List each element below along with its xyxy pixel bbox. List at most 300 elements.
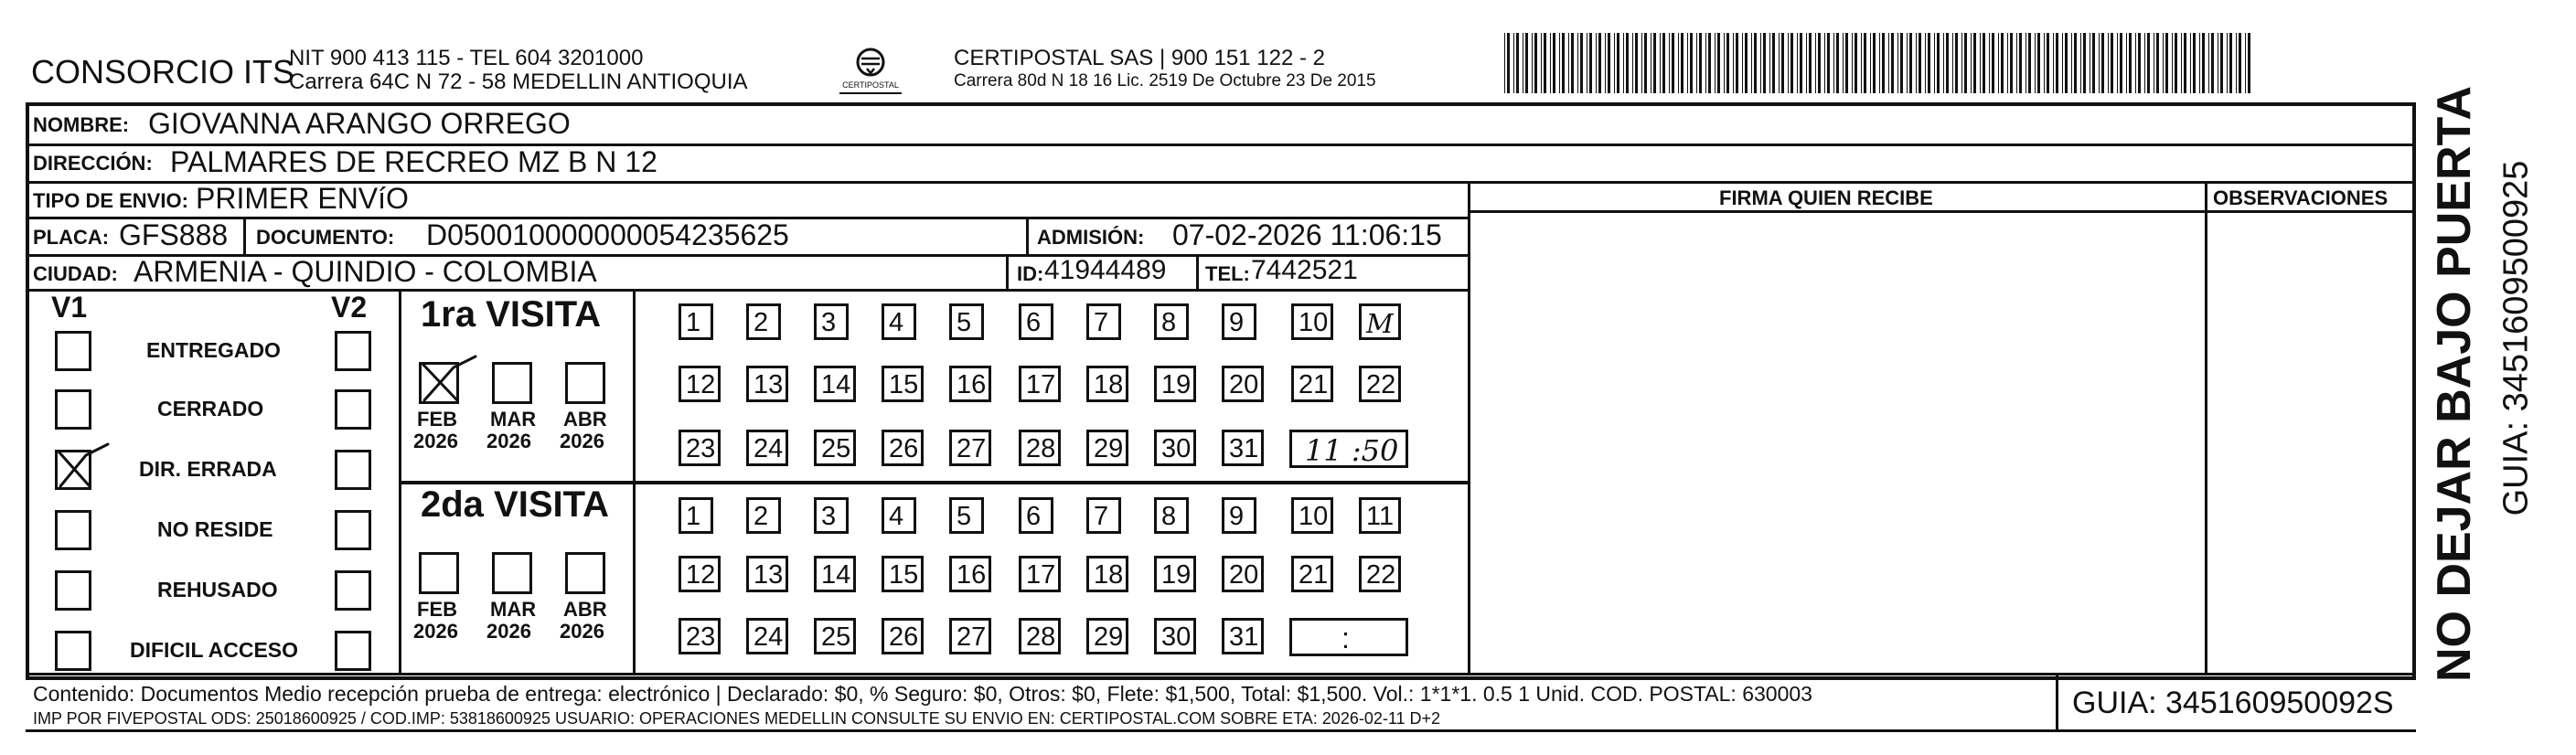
day-number: 21 bbox=[1299, 370, 1329, 399]
day-number: 22 bbox=[1366, 560, 1396, 590]
year-label: 2026 bbox=[560, 430, 604, 452]
day-number: 25 bbox=[821, 622, 851, 652]
footer-guia: GUIA: 345160950092S bbox=[2072, 686, 2394, 720]
col-divider bbox=[1026, 217, 1029, 256]
day-box[interactable] bbox=[1086, 303, 1121, 340]
day-box[interactable] bbox=[882, 497, 916, 534]
day-number: 5 bbox=[957, 502, 972, 531]
day-number: 4 bbox=[889, 308, 904, 337]
status-label: DIR. ERRADA bbox=[139, 457, 277, 481]
day-number: 6 bbox=[1026, 502, 1042, 531]
day-box[interactable] bbox=[1154, 497, 1189, 534]
day-box[interactable] bbox=[1291, 366, 1333, 402]
barcode-bar bbox=[2044, 33, 2045, 93]
barcode-bar bbox=[1662, 33, 1665, 93]
day-number: 17 bbox=[1026, 560, 1056, 590]
first-visit-title: 1ra VISITA bbox=[421, 294, 602, 335]
day-number: 30 bbox=[1161, 622, 1192, 652]
day-number: 10 bbox=[1299, 308, 1329, 337]
day-number: M bbox=[1366, 308, 1394, 339]
footer-guia-divider bbox=[2056, 673, 2058, 731]
status-v1-checkbox[interactable] bbox=[55, 510, 91, 550]
day-number: 30 bbox=[1161, 434, 1192, 463]
side-guia: GUIA: 3451609500925 bbox=[2496, 160, 2536, 516]
day-box-11[interactable] bbox=[1359, 497, 1401, 534]
day-number: 6 bbox=[1026, 308, 1042, 337]
barcode-bar bbox=[1815, 33, 1816, 93]
day-box[interactable] bbox=[1154, 303, 1189, 340]
barcode-bar bbox=[2019, 33, 2022, 93]
barcode-bar bbox=[1760, 33, 1761, 93]
day-box[interactable] bbox=[746, 556, 788, 592]
status-label: CERRADO bbox=[157, 397, 264, 420]
day-box[interactable] bbox=[679, 303, 713, 340]
barcode-bar bbox=[1934, 33, 1935, 93]
document-label: DOCUMENTO: bbox=[256, 226, 395, 249]
barcode-bar bbox=[1687, 33, 1688, 93]
barcode-bar bbox=[1635, 33, 1638, 93]
barcode-bar bbox=[2175, 33, 2177, 93]
status-v2-checkbox[interactable] bbox=[335, 570, 371, 611]
status-v1-checkbox[interactable] bbox=[55, 570, 91, 611]
barcode-bar bbox=[1827, 33, 1830, 93]
barcode-bar bbox=[1553, 33, 1555, 93]
time-box[interactable] bbox=[1289, 430, 1408, 468]
barcode-bar bbox=[1809, 33, 1812, 93]
row-divider bbox=[26, 289, 1470, 292]
barcode-bar bbox=[2062, 33, 2063, 93]
day-number: 5 bbox=[957, 308, 972, 337]
barcode-bar bbox=[1681, 33, 1683, 93]
month-checkbox[interactable] bbox=[565, 362, 605, 404]
day-box[interactable] bbox=[1291, 303, 1333, 340]
day-box[interactable] bbox=[746, 430, 788, 466]
barcode-bar bbox=[1843, 33, 1844, 93]
barcode-bar bbox=[1717, 33, 1720, 93]
barcode-bar bbox=[1568, 33, 1569, 93]
day-box[interactable] bbox=[1154, 430, 1196, 466]
city-value: ARMENIA - QUINDIO - COLOMBIA bbox=[134, 255, 597, 288]
year-label: 2026 bbox=[560, 620, 604, 643]
barcode-bar bbox=[2190, 33, 2191, 93]
day-box[interactable] bbox=[1019, 303, 1053, 340]
handwritten-check-mark bbox=[419, 355, 479, 406]
barcode-bar bbox=[1992, 33, 1994, 93]
barcode-bar bbox=[2227, 33, 2228, 93]
barcode-bar bbox=[1779, 33, 1780, 93]
status-v2-checkbox[interactable] bbox=[335, 510, 371, 550]
barcode-bar bbox=[1946, 33, 1949, 93]
status-v2-checkbox[interactable] bbox=[335, 331, 371, 371]
day-number: 10 bbox=[1299, 502, 1329, 531]
day-box[interactable] bbox=[1291, 556, 1333, 592]
day-number: 18 bbox=[1094, 560, 1124, 590]
year-label: 2026 bbox=[486, 430, 531, 452]
day-number: 27 bbox=[957, 434, 987, 463]
barcode-bar bbox=[2181, 33, 2182, 93]
address-label: DIRECCIÓN: bbox=[33, 152, 153, 175]
day-box[interactable] bbox=[1154, 556, 1196, 592]
day-box[interactable] bbox=[746, 303, 781, 340]
barcode-bar bbox=[2001, 33, 2004, 93]
barcode-bar bbox=[1836, 33, 1839, 93]
barcode-bar bbox=[2172, 33, 2173, 93]
barcode-bar bbox=[1660, 33, 1661, 93]
courier-line: CERTIPOSTAL SAS | 900 151 122 - 2 bbox=[954, 46, 1325, 70]
barcode-bar bbox=[2120, 33, 2122, 93]
barcode-bar bbox=[1788, 33, 1789, 93]
day-number: 7 bbox=[1094, 308, 1109, 337]
barcode-bar bbox=[1937, 33, 1940, 93]
barcode-bar bbox=[2053, 33, 2054, 93]
barcode-bar bbox=[2083, 33, 2086, 93]
day-box[interactable] bbox=[746, 366, 788, 402]
barcode-bar bbox=[2117, 33, 2118, 93]
status-v1-checkbox[interactable] bbox=[55, 331, 91, 371]
footer-meta: IMP POR FIVEPOSTAL ODS: 25018600925 / COD.IMP: 53818600925 USUARIO: OPERACIONES MEDELLIN CONSULTE SU ENVIO EN: CERTIPOSTAL.COM SOBRE ETA: 2026-02-11 D+2 bbox=[33, 709, 1441, 728]
barcode-bar bbox=[1745, 33, 1748, 93]
barcode-bar bbox=[1998, 33, 1999, 93]
city-label: CIUDAD: bbox=[33, 262, 118, 285]
barcode-bar bbox=[2156, 33, 2159, 93]
day-box[interactable] bbox=[814, 497, 849, 534]
day-number: 24 bbox=[754, 622, 784, 652]
day-number: 20 bbox=[1229, 560, 1259, 590]
day-number: 28 bbox=[1026, 622, 1056, 652]
day-box[interactable] bbox=[949, 303, 984, 340]
day-box[interactable] bbox=[1222, 366, 1264, 402]
barcode-bar bbox=[1690, 33, 1693, 93]
day-number: 9 bbox=[1229, 502, 1245, 531]
id-label: ID: bbox=[1017, 262, 1044, 285]
day-number: 27 bbox=[957, 622, 987, 652]
status-label: DIFICIL ACCESO bbox=[130, 638, 299, 662]
barcode-bar bbox=[1516, 33, 1519, 93]
barcode-bar bbox=[1715, 33, 1716, 93]
day-box[interactable] bbox=[1019, 618, 1061, 654]
day-box-11[interactable] bbox=[1359, 303, 1401, 340]
barcode bbox=[1504, 33, 2254, 93]
certipostal-logo bbox=[834, 46, 907, 101]
barcode-bar bbox=[1897, 33, 1898, 93]
status-label: ENTREGADO bbox=[146, 338, 281, 362]
status-v2-checkbox[interactable] bbox=[335, 389, 371, 430]
barcode-bar bbox=[2211, 33, 2214, 93]
barcode-bar bbox=[2248, 33, 2250, 93]
year-label: 2026 bbox=[486, 620, 531, 643]
barcode-bar bbox=[1888, 33, 1889, 93]
month-label: MAR bbox=[490, 598, 537, 621]
day-number: 23 bbox=[686, 434, 716, 463]
nit-line: NIT 900 413 115 - TEL 604 3201000 bbox=[289, 46, 644, 70]
barcode-bar bbox=[1855, 33, 1857, 93]
barcode-bar bbox=[2147, 33, 2150, 93]
barcode-bar bbox=[2184, 33, 2186, 93]
time-value: : bbox=[1341, 622, 1350, 654]
day-box[interactable] bbox=[1086, 618, 1128, 654]
barcode-bar bbox=[1955, 33, 1958, 93]
day-number: 16 bbox=[957, 560, 987, 590]
barcode-bar bbox=[1696, 33, 1697, 93]
day-number: 26 bbox=[889, 434, 919, 463]
day-number: 8 bbox=[1161, 308, 1177, 337]
barcode-bar bbox=[1873, 33, 1876, 93]
barcode-bar bbox=[1928, 33, 1930, 93]
day-box[interactable] bbox=[1019, 556, 1061, 592]
month-checkbox[interactable] bbox=[492, 362, 532, 404]
day-number: 8 bbox=[1161, 502, 1177, 531]
barcode-bar bbox=[2080, 33, 2081, 93]
barcode-bar bbox=[1754, 33, 1757, 93]
barcode-bar bbox=[1571, 33, 1574, 93]
day-box[interactable] bbox=[1086, 366, 1128, 402]
day-box[interactable] bbox=[1019, 366, 1061, 402]
day-box[interactable] bbox=[949, 556, 991, 592]
day-number: 2 bbox=[754, 502, 769, 531]
barcode-bar bbox=[1909, 33, 1912, 93]
barcode-bar bbox=[1797, 33, 1798, 93]
barcode-bar bbox=[1641, 33, 1642, 93]
barcode-bar bbox=[2138, 33, 2141, 93]
barcode-bar bbox=[1925, 33, 1926, 93]
barcode-bar bbox=[1980, 33, 1981, 93]
month-checkbox[interactable] bbox=[419, 552, 459, 594]
barcode-bar bbox=[1919, 33, 1921, 93]
barcode-bar bbox=[1726, 33, 1729, 93]
day-box[interactable] bbox=[949, 430, 991, 466]
day-box[interactable] bbox=[679, 497, 713, 534]
day-box[interactable] bbox=[679, 430, 721, 466]
status-v1-checkbox[interactable] bbox=[55, 631, 91, 671]
day-number: 19 bbox=[1161, 370, 1192, 399]
col-divider bbox=[243, 217, 246, 256]
day-box[interactable] bbox=[949, 497, 984, 534]
day-box[interactable] bbox=[882, 430, 924, 466]
barcode-bar bbox=[1507, 33, 1510, 93]
day-box[interactable] bbox=[1222, 430, 1264, 466]
month-label: FEB bbox=[417, 598, 457, 621]
barcode-bar bbox=[2092, 33, 2095, 93]
barcode-bar bbox=[1672, 33, 1674, 93]
day-box[interactable] bbox=[679, 366, 721, 402]
status-label: NO RESIDE bbox=[157, 517, 273, 541]
day-box[interactable] bbox=[949, 618, 991, 654]
logo-text: CERTIPOSTAL bbox=[842, 80, 899, 90]
day-box[interactable] bbox=[814, 303, 849, 340]
day-box[interactable] bbox=[882, 618, 924, 654]
barcode-bar bbox=[1824, 33, 1825, 93]
month-checkbox[interactable] bbox=[565, 552, 605, 594]
barcode-bar bbox=[1623, 33, 1624, 93]
day-box[interactable] bbox=[882, 556, 924, 592]
day-number: 13 bbox=[754, 370, 784, 399]
barcode-bar bbox=[2111, 33, 2113, 93]
barcode-bar bbox=[2193, 33, 2196, 93]
barcode-bar bbox=[2099, 33, 2100, 93]
day-number: 15 bbox=[889, 370, 919, 399]
status-v1-checkbox[interactable] bbox=[55, 389, 91, 430]
barcode-bar bbox=[1504, 33, 1505, 93]
barcode-bar bbox=[1852, 33, 1853, 93]
name-value: GIOVANNA ARANGO ORREGO bbox=[148, 107, 571, 140]
barcode-bar bbox=[2007, 33, 2008, 93]
barcode-bar bbox=[1900, 33, 1903, 93]
day-box[interactable] bbox=[1154, 618, 1196, 654]
day-number: 28 bbox=[1026, 434, 1056, 463]
year-label: 2026 bbox=[413, 620, 458, 643]
company-address: Carrera 64C N 72 - 58 MEDELLIN ANTIOQUIA bbox=[289, 69, 748, 94]
day-box[interactable] bbox=[814, 556, 856, 592]
day-box[interactable] bbox=[1019, 497, 1053, 534]
barcode-bar bbox=[2047, 33, 2049, 93]
bottom-rule bbox=[26, 729, 2416, 732]
barcode-bar bbox=[1882, 33, 1885, 93]
status-v2-checkbox[interactable] bbox=[335, 631, 371, 671]
column-header-rule bbox=[1468, 210, 2416, 213]
barcode-bar bbox=[1736, 33, 1738, 93]
barcode-bar bbox=[1562, 33, 1565, 93]
barcode-bar bbox=[1769, 33, 1770, 93]
barcode-bar bbox=[1617, 33, 1619, 93]
barcode-bar bbox=[2245, 33, 2246, 93]
day-box[interactable] bbox=[1222, 618, 1264, 654]
barcode-bar bbox=[2010, 33, 2013, 93]
day-number: 14 bbox=[821, 560, 851, 590]
barcode-bar bbox=[1864, 33, 1866, 93]
day-box[interactable] bbox=[1154, 366, 1196, 402]
day-box[interactable] bbox=[1086, 556, 1128, 592]
barcode-bar bbox=[1580, 33, 1583, 93]
barcode-bar bbox=[2126, 33, 2127, 93]
barcode-bar bbox=[2163, 33, 2164, 93]
day-number: 17 bbox=[1026, 370, 1056, 399]
day-box[interactable] bbox=[1359, 366, 1401, 402]
col-divider bbox=[1006, 254, 1009, 291]
day-number: 24 bbox=[754, 434, 784, 463]
day-box[interactable] bbox=[814, 366, 856, 402]
day-box[interactable] bbox=[679, 556, 721, 592]
company-name: CONSORCIO ITS bbox=[31, 53, 295, 90]
day-box[interactable] bbox=[1291, 497, 1333, 534]
barcode-bar bbox=[2165, 33, 2168, 93]
day-box[interactable] bbox=[746, 618, 788, 654]
barcode-bar bbox=[1632, 33, 1633, 93]
day-box[interactable] bbox=[949, 366, 991, 402]
time-value: 11 :50 bbox=[1305, 433, 1399, 468]
tel-value: 7442521 bbox=[1251, 255, 1358, 285]
barcode-bar bbox=[1605, 33, 1606, 93]
day-number: 21 bbox=[1299, 560, 1329, 590]
barcode-bar bbox=[2129, 33, 2132, 93]
day-number: 3 bbox=[821, 502, 837, 531]
barcode-bar bbox=[1669, 33, 1670, 93]
day-number: 15 bbox=[889, 560, 919, 590]
barcode-bar bbox=[1907, 33, 1908, 93]
barcode-bar bbox=[2108, 33, 2109, 93]
barcode-bar bbox=[1870, 33, 1871, 93]
day-box[interactable] bbox=[1019, 430, 1061, 466]
barcode-bar bbox=[1626, 33, 1629, 93]
plate-value: GFS888 bbox=[119, 218, 229, 251]
col-divider bbox=[1196, 254, 1199, 291]
barcode-bar bbox=[1879, 33, 1880, 93]
day-number: 25 bbox=[821, 434, 851, 463]
day-number: 22 bbox=[1366, 370, 1396, 399]
time-box[interactable] bbox=[1289, 618, 1408, 656]
barcode-bar bbox=[2199, 33, 2200, 93]
day-number: 4 bbox=[889, 502, 904, 531]
day-number: 23 bbox=[686, 622, 716, 652]
barcode-bar bbox=[1644, 33, 1647, 93]
day-box[interactable] bbox=[814, 430, 856, 466]
barcode-bar bbox=[1544, 33, 1546, 93]
barcode-bar bbox=[2202, 33, 2205, 93]
barcode-bar bbox=[2065, 33, 2068, 93]
day-box[interactable] bbox=[814, 618, 856, 654]
day-box[interactable] bbox=[746, 497, 781, 534]
barcode-bar bbox=[2056, 33, 2058, 93]
day-box[interactable] bbox=[1222, 497, 1256, 534]
status-v2-checkbox[interactable] bbox=[335, 450, 371, 490]
month-checkbox[interactable] bbox=[492, 552, 532, 594]
barcode-bar bbox=[1800, 33, 1802, 93]
barcode-bar bbox=[1513, 33, 1514, 93]
day-box[interactable] bbox=[1222, 556, 1264, 592]
v1-header: V1 bbox=[51, 291, 88, 324]
barcode-bar bbox=[2037, 33, 2040, 93]
barcode-bar bbox=[1678, 33, 1679, 93]
barcode-bar bbox=[2071, 33, 2072, 93]
month-label: FEB bbox=[417, 408, 457, 431]
barcode-bar bbox=[1772, 33, 1775, 93]
barcode-bar bbox=[1961, 33, 1962, 93]
barcode-bar bbox=[1614, 33, 1615, 93]
admission-label: ADMISIÓN: bbox=[1037, 226, 1145, 249]
barcode-bar bbox=[1534, 33, 1537, 93]
barcode-bar bbox=[1943, 33, 1944, 93]
barcode-bar bbox=[1577, 33, 1578, 93]
day-number: 2 bbox=[754, 308, 769, 337]
day-number: 7 bbox=[1094, 502, 1109, 531]
barcode-bar bbox=[1532, 33, 1533, 93]
barcode-bar bbox=[1724, 33, 1725, 93]
day-box[interactable] bbox=[882, 303, 916, 340]
barcode-bar bbox=[2101, 33, 2104, 93]
day-number: 1 bbox=[686, 308, 701, 337]
day-box[interactable] bbox=[882, 366, 924, 402]
barcode-bar bbox=[1541, 33, 1542, 93]
barcode-bar bbox=[1989, 33, 1990, 93]
day-box[interactable] bbox=[1086, 497, 1121, 534]
type-label: TIPO DE ENVIO: bbox=[33, 189, 188, 212]
barcode-bar bbox=[1973, 33, 1976, 93]
day-number: 13 bbox=[754, 560, 784, 590]
do-not-leave-notice: NO DEJAR BAJO PUERTA bbox=[2428, 85, 2481, 683]
barcode-bar bbox=[1589, 33, 1592, 93]
signature-header: FIRMA QUIEN RECIBE bbox=[1719, 186, 1933, 209]
admission-value: 07-02-2026 11:06:15 bbox=[1172, 218, 1442, 251]
status-label: REHUSADO bbox=[157, 578, 278, 601]
day-box[interactable] bbox=[1359, 556, 1401, 592]
footer-content: Contenido: Documentos Medio recepción prueba de entrega: electrónico | Declarado: $0, % Seguro: $0, Otros: $0, Flete: $1,500, Total: $1,500. Vol.: 1*1*1. 0.5 1 Unid. COD. POSTAL: 630003 bbox=[33, 682, 1812, 706]
barcode-bar bbox=[1916, 33, 1917, 93]
day-box[interactable] bbox=[679, 618, 721, 654]
day-number: 3 bbox=[821, 308, 837, 337]
barcode-bar bbox=[1781, 33, 1784, 93]
day-box[interactable] bbox=[1086, 430, 1128, 466]
day-box[interactable] bbox=[1222, 303, 1256, 340]
barcode-bar bbox=[1751, 33, 1752, 93]
